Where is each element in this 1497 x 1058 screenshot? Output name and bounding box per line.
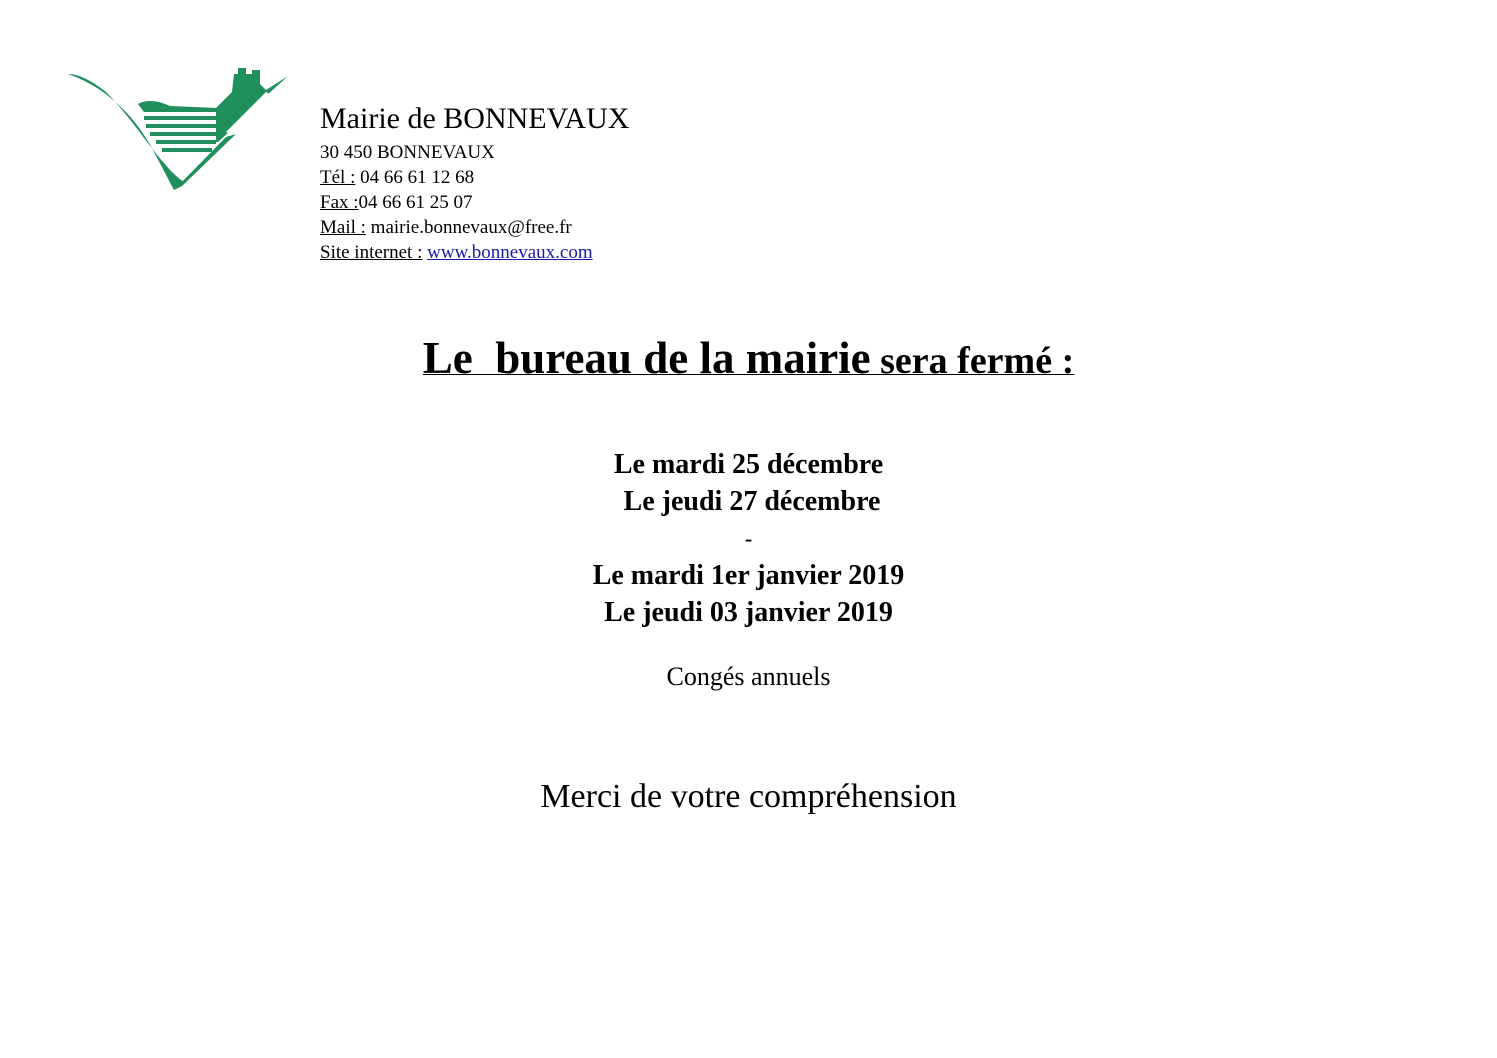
fax-line: [320, 193, 629, 218]
mail-line: [320, 218, 629, 243]
org-name: Mairie de BONNEVAUX: [320, 102, 630, 135]
website-line: [320, 243, 629, 268]
mairie-logo-icon: [66, 62, 290, 196]
postal-address: 30 450 BONNEVAUX: [320, 142, 495, 163]
dates-separator: -: [744, 526, 753, 551]
fax-label: Fax :: [320, 192, 359, 213]
closure-date: Le mardi 25 décembre: [613, 449, 884, 480]
website-label: Site internet :: [320, 242, 423, 263]
fax-value: 04 66 61 25 07: [358, 192, 473, 213]
closure-dates: [0, 446, 1497, 631]
notice-title: [0, 333, 1497, 383]
thanks-message: Merci de votre compréhension: [540, 778, 957, 815]
mail-label: Mail :: [320, 217, 366, 238]
notice-title-main: Le bureau de la mairie: [422, 333, 871, 383]
closure-reason: Congés annuels: [666, 662, 831, 691]
notice-title-suffix: sera fermé :: [870, 340, 1075, 382]
closure-date: Le jeudi 03 janvier 2019: [604, 597, 893, 628]
phone-value: 04 66 61 12 68: [355, 167, 475, 188]
phone-label: Tél :: [320, 167, 356, 188]
letterhead: [320, 104, 629, 268]
website-link[interactable]: www.bonnevaux.com: [427, 242, 593, 263]
closure-date: Le mardi 1er janvier 2019: [592, 560, 905, 591]
closure-date: Le jeudi 27 décembre: [616, 486, 881, 517]
mail-value: mairie.bonnevaux@free.fr: [365, 217, 572, 238]
phone-line: [320, 168, 629, 193]
